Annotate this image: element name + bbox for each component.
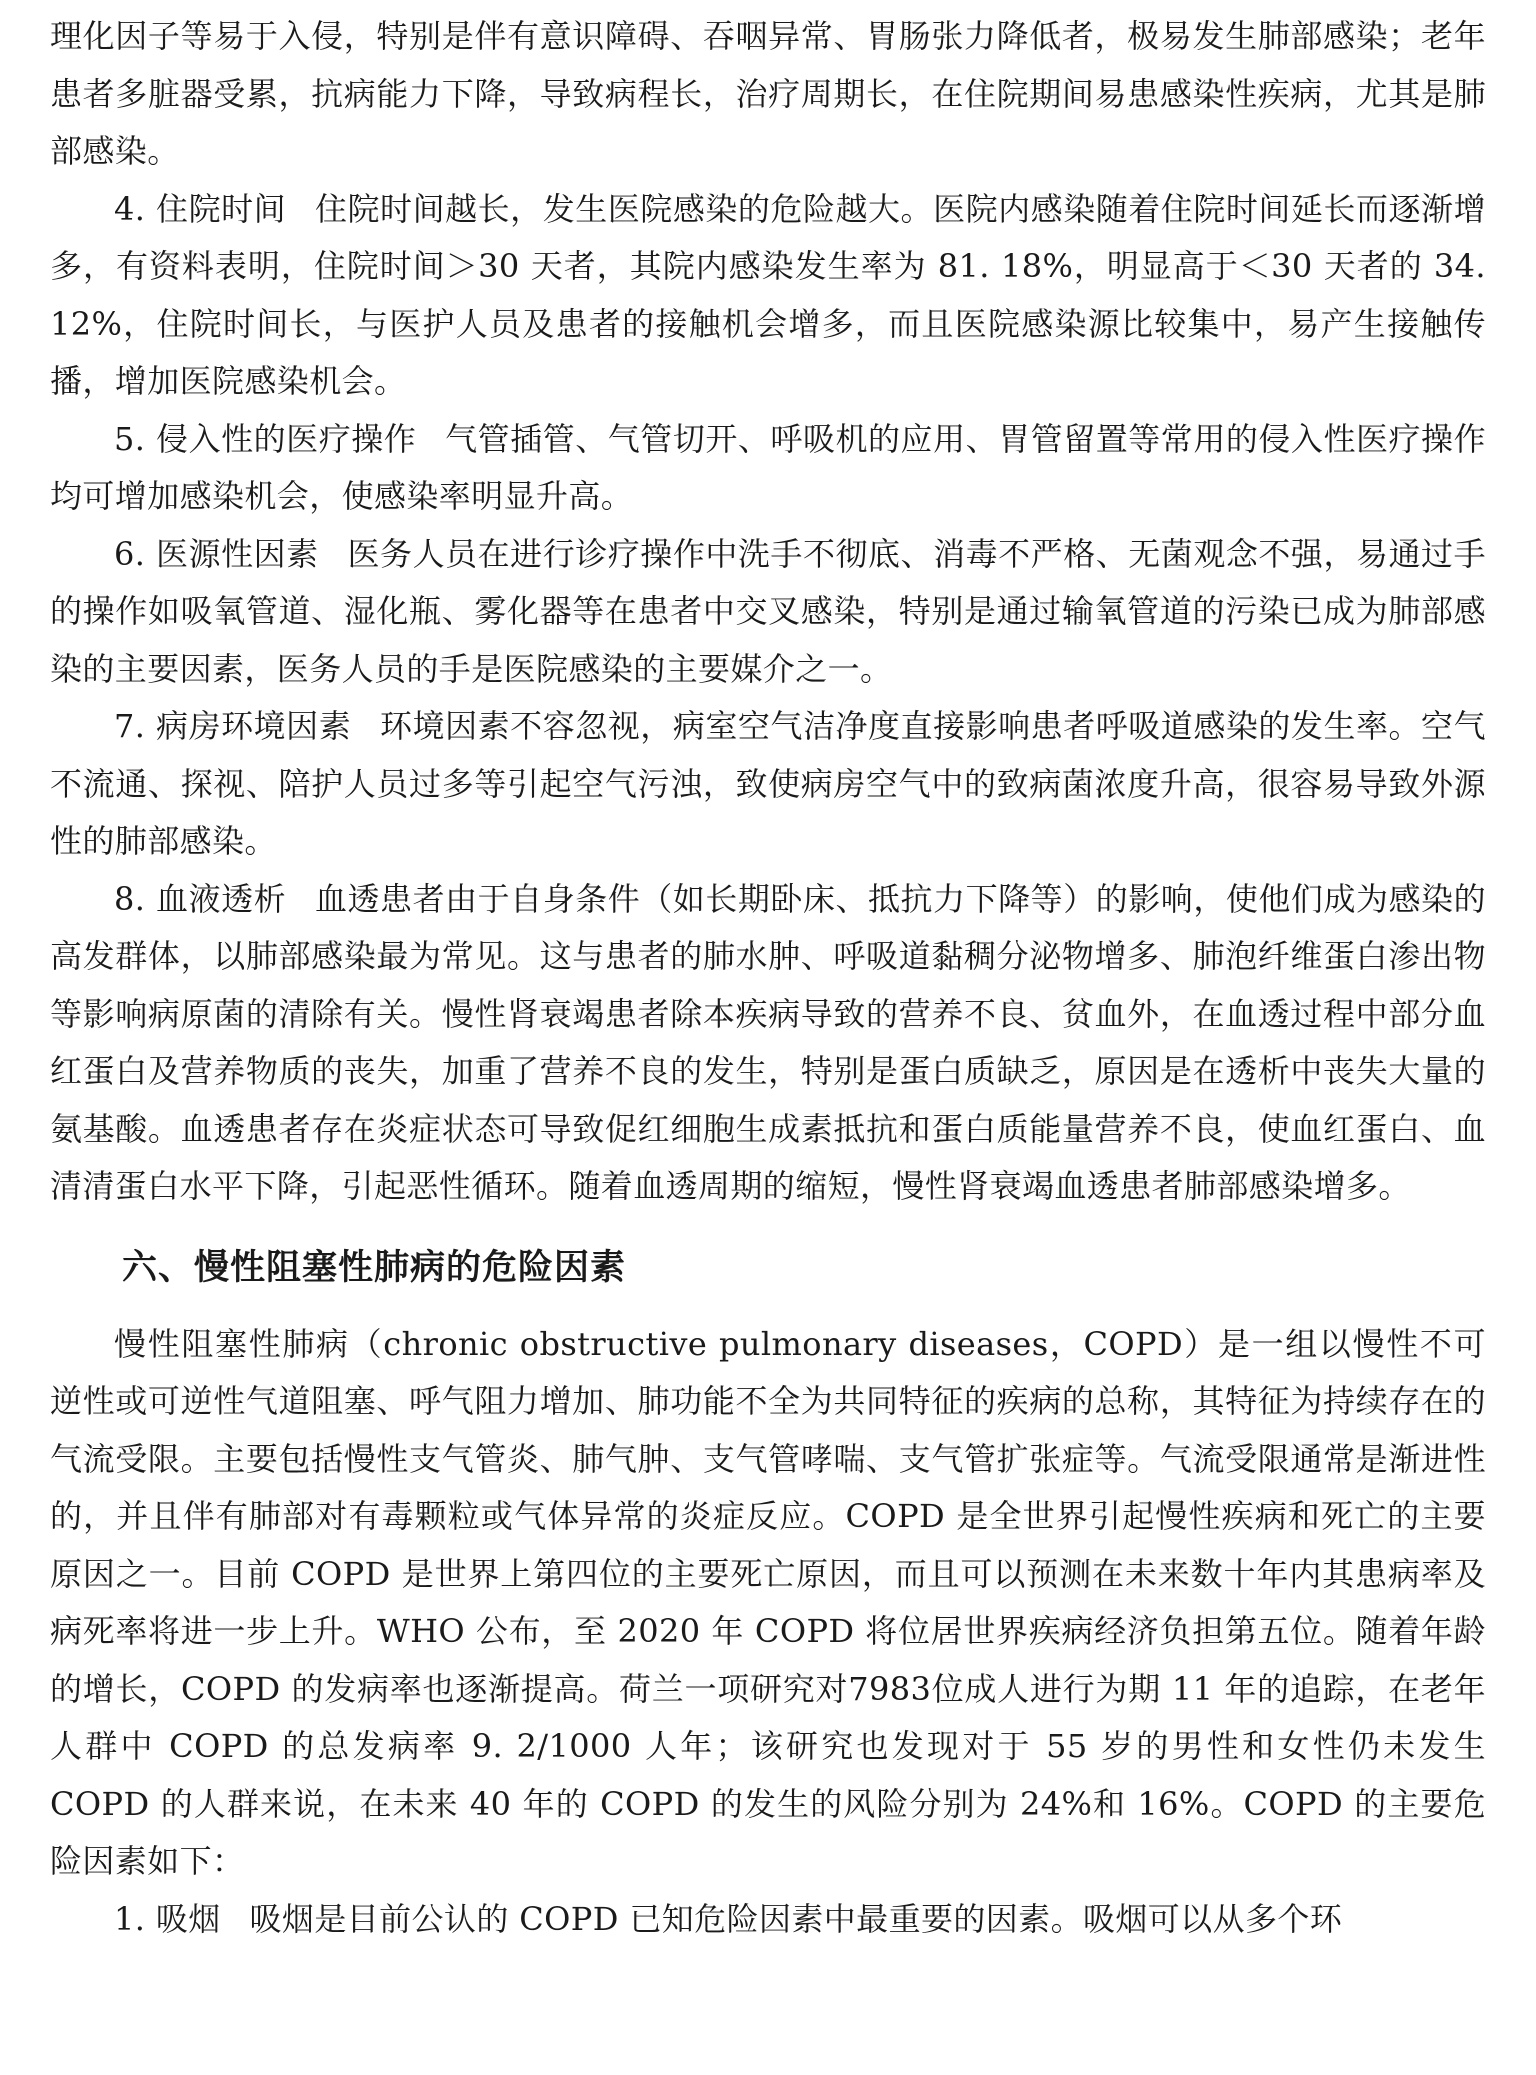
section-heading: 六、慢性阻塞性肺病的危险因素 [122, 1247, 627, 1288]
paragraph-copd-intro [50, 1316, 1486, 1891]
paragraph-smoking [50, 1891, 1486, 1949]
item-heading: 1. 吸烟 [114, 1899, 221, 1938]
paragraph-text: 住院时间越长，发生医院感染的危险越大。医院内感染随着住院时间延长而逐渐增多，有资料表明，住院时间＞30 天者，其院内感染发生率为 81. 18%，明显高于＜30 天者的 34. 12%，住院时间长，与医护人员及患者的接触机会增多，而且医院感染源比较集中，易产生接触传播，增加医院感染机会。 [50, 189, 1486, 400]
paragraph-text: 慢性阻塞性肺病（chronic obstructive pulmonary diseases，COPD）是一组以慢性不可逆性或可逆性气道阻塞、呼气阻力增加、肺功能不全为共同特征的疾病的总称，其特征为持续存在的气流受限。主要包括慢性支气管炎、肺气肿、支气管哮喘、支气管扩张症等。气流受限通常是渐进性的，并且伴有肺部对有毒颗粒或气体异常的炎症反应。COPD 是全世界引起慢性疾病和死亡的主要原因之一。目前 COPD 是世界上第四位的主要死亡原因，而且可以预测在未来数十年内其患病率及病死率将进一步上升。WHO 公布，至 2020 年 COPD 将位居世界疾病经济负担第五位。随着年龄的增长，COPD 的发病率也逐渐提高。荷兰一项研究对7983位成人进行为期 11 年的追踪，在老年人群中 COPD 的总发病率 9. 2/1000 人年；该研究也发现对于 55 岁的男性和女性仍未发生 COPD 的人群来说，在未来 40 年的 COPD 的发生的风险分别为 24%和 16%。COPD 的主要危险因素如下： [50, 1324, 1486, 1880]
paragraph-text: 医务人员在进行诊疗操作中洗手不彻底、消毒不严格、无菌观念不强，易通过手的操作如吸氧管道、湿化瓶、雾化器等在患者中交叉感染，特别是通过输氧管道的污染已成为肺部感染的主要因素，医务人员的手是医院感染的主要媒介之一。 [50, 534, 1486, 688]
paragraph-text: 环境因素不容忽视，病室空气洁净度直接影响患者呼吸道感染的发生率。空气不流通、探视、陪护人员过多等引起空气污浊，致使病房空气中的致病菌浓度升高，很容易导致外源性的肺部感染。 [50, 707, 1486, 860]
document-page [50, 8, 1486, 1948]
paragraph-text: 吸烟是目前公认的 COPD 已知危险因素中最重要的因素。吸烟可以从多个环 [249, 1899, 1343, 1938]
paragraph-text: 血透患者由于自身条件（如长期卧床、抵抗力下降等）的影响，使他们成为感染的高发群体，以肺部感染最为常见。这与患者的肺水肿、呼吸道黏稠分泌物增多、肺泡纤维蛋白渗出物等影响病原菌的清除有关。慢性肾衰竭患者除本疾病导致的营养不良、贫血外，在血透过程中部分血红蛋白及营养物质的丧失，加重了营养不良的发生，特别是蛋白质缺乏，原因是在透析中丧失大量的氨基酸。血透患者存在炎症状态可导致促红细胞生成素抵抗和蛋白质能量营养不良，使血红蛋白、血清清蛋白水平下降，引起恶性循环。随着血透周期的缩短，慢性肾衰竭血透患者肺部感染增多。 [50, 879, 1486, 1205]
paragraph-invasive-procedures [50, 411, 1486, 526]
item-heading: 6. 医源性因素 [114, 534, 319, 573]
paragraph-ward-environment [50, 698, 1486, 871]
paragraph-hospital-stay [50, 181, 1486, 411]
item-heading: 4. 住院时间 [114, 189, 287, 228]
paragraph-continuation [50, 8, 1486, 181]
paragraph-hemodialysis [50, 871, 1486, 1216]
item-heading: 5. 侵入性的医疗操作 [114, 419, 417, 458]
item-heading: 7. 病房环境因素 [114, 707, 352, 745]
paragraph-text: 理化因子等易于入侵，特别是伴有意识障碍、吞咽异常、胃肠张力降低者，极易发生肺部感染；老年患者多脏器受累，抗病能力下降，导致病程长，治疗周期长，在住院期间易患感染性疾病，尤其是肺部感染。 [50, 17, 1486, 170]
item-heading: 8. 血液透析 [114, 879, 287, 918]
paragraph-iatrogenic-factors [50, 526, 1486, 699]
paragraph-text: 气管插管、气管切开、呼吸机的应用、胃管留置等常用的侵入性医疗操作均可增加感染机会，使感染率明显升高。 [50, 419, 1486, 515]
